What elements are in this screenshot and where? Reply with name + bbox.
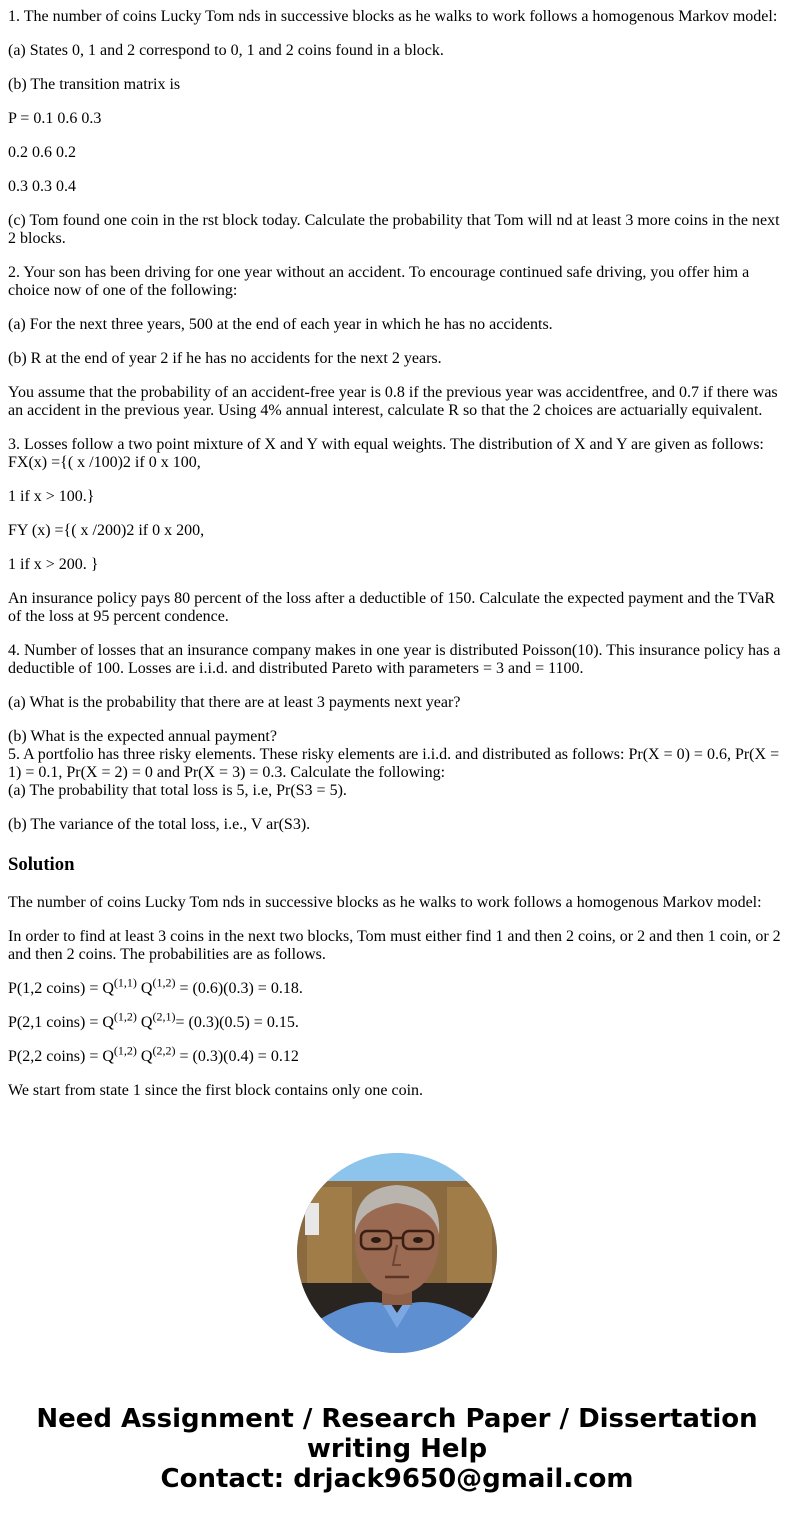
promo-banner [0,1404,794,1494]
q1-matrix-row-1: P = 0.1 0.6 0.3 [8,110,102,127]
solution-line-3-lhs: P(2,2 coins) = Q [8,1048,114,1065]
q1-part-a: (a) States 0, 1 and 2 correspond to 0, 1 and 2 coins found in a block. [8,42,444,59]
q2-intro: 2. Your son has been driving for one year without an accident. To encourage continued safe driving, you offer him a choice now of one of the following: [8,264,750,299]
solution-line-3-sup1: (1,2) [113,1043,137,1058]
q3-fy-line2: 1 if x > 200. } [8,556,99,573]
solution-line-2-mid: Q [136,1014,153,1031]
solution-heading: Solution [8,854,75,875]
avatar-photo [297,1153,497,1353]
q1-part-c: (c) Tom found one coin in the rst block today. Calculate the probability that Tom will nd at least 3 more coins in the next 2 blocks. [8,212,780,247]
q1-matrix-row-3: 0.3 0.3 0.4 [8,178,76,195]
solution-line-1 [8,975,786,998]
q5-part-a: (a) The probability that total loss is 5, i.e, Pr(S3 = 5). [8,782,347,799]
solution-explanation: In order to find at least 3 coins in the next two blocks, Tom must either find 1 and then 2 coins, or 2 and then 1 coin, or 2 and then 2 coins. The probabilities are as follows. [8,928,781,963]
solution-intro: The number of coins Lucky Tom nds in successive blocks as he walks to work follows a homogenous Markov model: [8,894,762,911]
solution-line-1-mid: Q [136,980,153,997]
q2-part-a: (a) For the next three years, 500 at the end of each year in which he has no accidents. [8,316,553,333]
q1-intro: 1. The number of coins Lucky Tom nds in successive blocks as he walks to work follows a homogenous Markov model: [8,8,778,25]
solution-line-3-sup2: (2,2) [152,1043,176,1058]
q2-assumption: You assume that the probability of an accident-free year is 0.8 if the previous year was accidentfree, and 0.7 if there was an accident in the previous year. Using 4% annual interest, calculate R so that the 2 choices are actuarially equivalent. [8,384,778,419]
q3-fy-line1: FY (x) ={( x /200)2 if 0 x 200, [8,522,205,539]
solution-line-1-lhs: P(1,2 coins) = Q [8,980,114,997]
solution-line-2-sup2: (2,1) [152,1009,176,1024]
author-avatar [297,1153,497,1353]
solution-line-3 [8,1043,786,1066]
q5-part-b: (b) The variance of the total loss, i.e., V ar(S3). [8,816,311,833]
solution-line-1-sup2: (1,2) [152,975,176,990]
promo-line-1: Need Assignment / Research Paper / Dissertation [36,1404,758,1434]
solution-line-2-sup1: (1,2) [113,1009,137,1024]
q5-intro: 5. A portfolio has three risky elements. These risky elements are i.i.d. and distributed as follows: Pr(X = 0) = 0.6, Pr(X = 1) = 0.1, Pr(X = 2) = 0 and Pr(X = 3) = 0.3. Calculate the following: [8,746,780,781]
solution-line-2 [8,1009,786,1032]
q3-policy: An insurance policy pays 80 percent of the loss after a deductible of 150. Calculate the expected payment and the TVaR of the loss at 95 percent condence. [8,590,775,625]
promo-line-2: writing Help [306,1434,488,1464]
q2-part-b: (b) R at the end of year 2 if he has no accidents for the next 2 years. [8,350,442,367]
person-portrait-icon [297,1153,497,1353]
q1-part-b: (b) The transition matrix is [8,76,181,93]
q3-fx-line1: FX(x) ={( x /100)2 if 0 x 100, [8,454,201,471]
q3-intro: 3. Losses follow a two point mixture of X and Y with equal weights. The distribution of X and Y are given as follows: [8,436,764,453]
solution-line-1-rhs: = (0.6)(0.3) = 0.18. [175,980,303,997]
solution-line-2-lhs: P(2,1 coins) = Q [8,1014,114,1031]
q4-part-a: (a) What is the probability that there are at least 3 payments next year? [8,694,461,711]
solution-conclusion: We start from state 1 since the first block contains only one coin. [8,1082,424,1099]
solution-line-3-rhs: = (0.3)(0.4) = 0.12 [175,1048,299,1065]
q1-matrix-row-2: 0.2 0.6 0.2 [8,144,76,161]
solution-line-2-rhs: = (0.3)(0.5) = 0.15. [175,1014,299,1031]
solution-line-1-sup1: (1,1) [113,975,137,990]
q4-part-b: (b) What is the expected annual payment? [8,728,277,745]
solution-line-3-mid: Q [136,1048,153,1065]
promo-contact-email: Contact: drjack9650@gmail.com [160,1464,634,1494]
q3-fx-line2: 1 if x > 100.} [8,488,95,505]
q4-intro: 4. Number of losses that an insurance company makes in one year is distributed Poisson(10). This insurance policy has a deductible of 100. Losses are i.i.d. and distributed Pareto with parameters = 3 and = 1100. [8,642,781,677]
